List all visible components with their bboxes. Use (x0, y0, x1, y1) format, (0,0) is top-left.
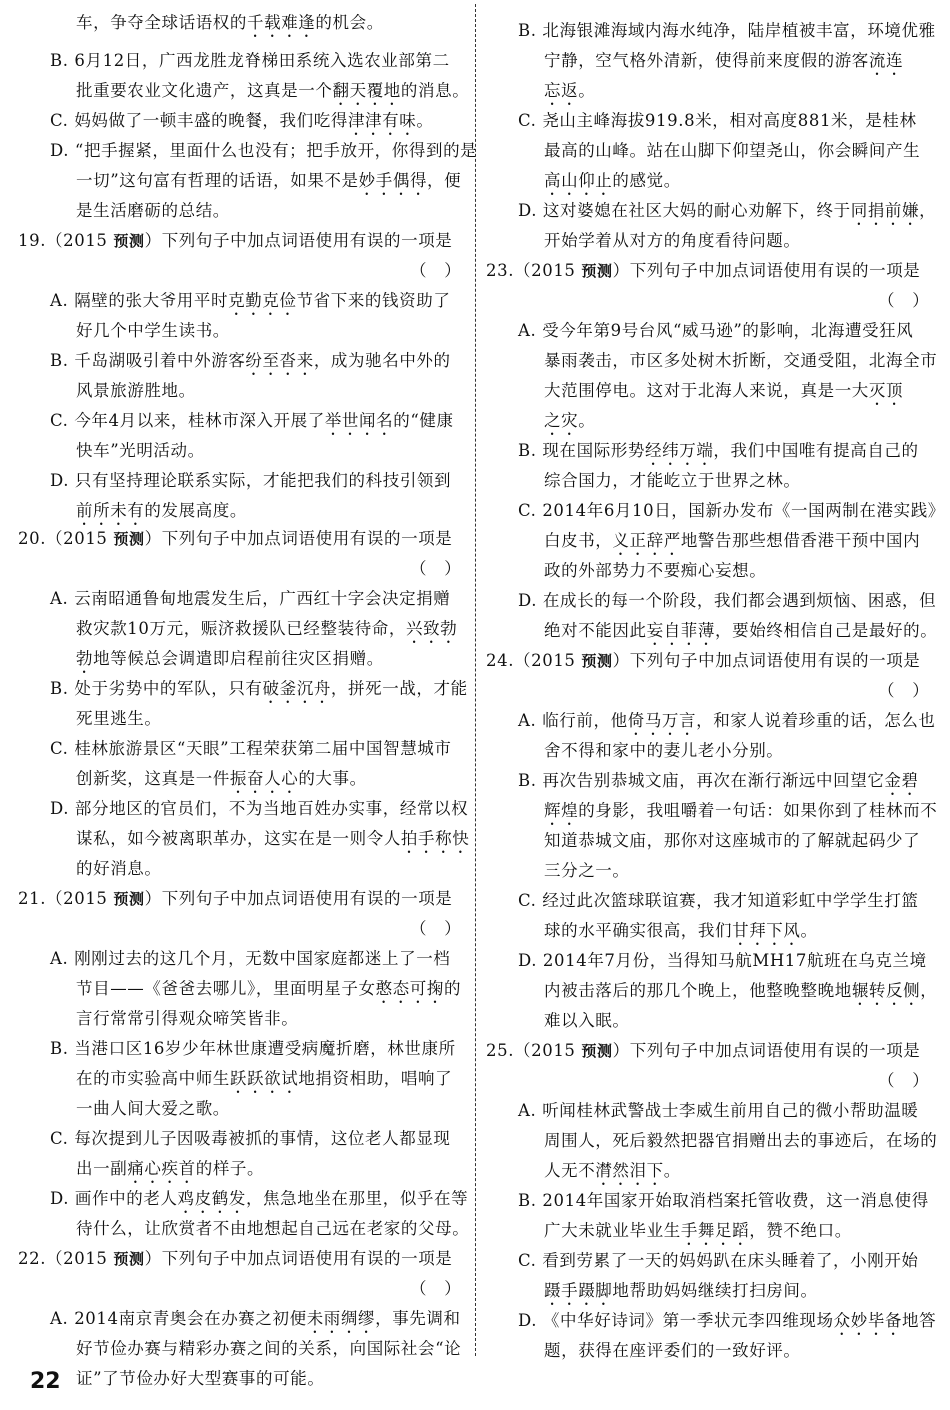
emphasized-phrase: 经纬万端 (645, 441, 714, 460)
text-line (410, 1274, 461, 1304)
text-run: 的机会。 (315, 13, 384, 32)
text-line (50, 1034, 456, 1064)
text-line (76, 1334, 461, 1364)
text-run: 的消息。 (400, 81, 470, 100)
emphasized-phrase: 举世闻名 (324, 411, 394, 430)
text-line (50, 584, 450, 614)
text-run: 综合国力，才能屹立于世界之林。 (544, 471, 801, 490)
text-line (76, 1064, 452, 1094)
text-run: 节省下来的钱资助了 (296, 291, 451, 310)
text-run: 创新奖，这真是一件 (76, 769, 230, 788)
emphasized-phrase: 手舞足蹈 (680, 1221, 750, 1240)
text-line (18, 884, 452, 914)
text-run: B. 再次告别恭城文庙，再次在渐行渐远中回望它 (518, 771, 885, 790)
text-run: B. 北海银滩海域内海水纯净，陆岸植被丰富，环境优雅 (518, 21, 936, 40)
text-line (76, 316, 230, 346)
text-line (544, 736, 783, 766)
text-run: ）下列句子中加点词语使用有误的一项是 (144, 889, 453, 908)
text-line (544, 376, 903, 406)
text-line (544, 226, 801, 256)
emphasized-phrase: 纷至沓来 (245, 351, 314, 370)
text-run: 宁静，空气格外清新，使得前来度假的游客 (544, 51, 869, 70)
text-run: 批重要农业文化遗产，这真是一个 (76, 81, 333, 100)
text-run: 白皮书， (544, 531, 613, 550)
emphasized-phrase: 忘返 (544, 81, 579, 100)
text-run: ）下列句子中加点词语使用有误的一项是 (144, 231, 453, 250)
text-run: A. 刚刚过去的这几个月，无数中国家庭都迷上了一档 (50, 949, 451, 968)
emphasized-phrase: 辉煌 (544, 801, 579, 820)
emphasized-phrase: 鸡皮鹤发 (177, 1189, 246, 1208)
text-line (76, 1364, 324, 1394)
text-line (76, 1214, 469, 1244)
text-line (518, 436, 919, 466)
text-run: 车，争夺全球话语权的 (76, 13, 247, 32)
text-line (544, 916, 818, 946)
text-run: 节目——《爸爸去哪儿》，里面明星子女 (76, 979, 376, 998)
text-line (518, 586, 936, 616)
emphasized-phrase: 甘拜下风 (732, 921, 801, 940)
text-run: B. 千岛湖吸引着中外游客 (50, 351, 246, 370)
text-run: C. 看到劳累了一天的妈妈趴在床头睡着了，小刚开始 (518, 1251, 919, 1270)
text-run: （ ） (878, 291, 930, 310)
text-run: ，焦急地坐在那里，似乎在等 (245, 1189, 469, 1208)
text-run: 人无不 (544, 1161, 596, 1180)
text-run: A. 隔壁的张大爷用平时 (50, 291, 229, 310)
emphasized-phrase: 勃 (76, 649, 94, 668)
text-run: B. 2014年国家开始取消档案托管收费，这一消息使得 (518, 1191, 929, 1210)
emphasized-phrase: 灭顶 (868, 381, 904, 400)
text-line (50, 466, 451, 496)
text-line (518, 16, 936, 46)
text-run: 言行常常引得观众啼笑皆非。 (76, 1009, 299, 1028)
text-line (410, 914, 461, 944)
text-run: 大范围停电。这对于北海人来说，真是一大 (544, 381, 869, 400)
text-run: 地答 (902, 1311, 937, 1330)
text-line (50, 794, 468, 824)
text-run: 死里逃生。 (76, 709, 162, 728)
text-run: C. 妈妈做了一顿丰盛的晚餐，我们吃得 (50, 111, 348, 130)
text-line (544, 346, 937, 376)
text-run: D. 在成长的每一个阶段，我们都会遇到烦恼、困惑，但 (518, 591, 937, 610)
text-run: ）下列句子中加点词语使用有误的一项是 (612, 261, 921, 280)
text-run: C. 2014年6月10日，国新办发布《一国两制在港实践》 (518, 501, 945, 520)
text-line (50, 346, 451, 376)
text-run: 的身影，我咀嚼着一句话：如果你到了桂林而不 (578, 801, 938, 820)
text-run: 周围人，死后毅然把器官捐赠出去的事迹后，在场的 (544, 1131, 938, 1150)
text-run: 快车”光明活动。 (76, 441, 205, 460)
text-run: 风景旅游胜地。 (76, 381, 196, 400)
text-run: 地等候总会调遣即启程前往灾区捐赠。 (93, 649, 384, 668)
text-run: ， (919, 201, 937, 220)
text-line (544, 616, 937, 646)
text-line (50, 286, 450, 316)
text-line (518, 196, 936, 226)
text-line (76, 644, 384, 674)
text-line (544, 526, 920, 556)
text-run: （ ） (410, 1279, 462, 1298)
text-line (76, 614, 457, 644)
text-line (544, 466, 801, 496)
question-tag: 预测 (113, 232, 145, 250)
text-run: 题，获得在座评委们的一致好评。 (544, 1341, 801, 1360)
text-line (518, 706, 936, 736)
text-run: B. 当港口区16岁少年林世康遭受病魔折磨，林世康所 (50, 1039, 456, 1058)
text-run: 球的水平确实很高，我们 (544, 921, 733, 940)
text-line (50, 734, 452, 764)
text-line (18, 226, 452, 256)
emphasized-phrase: 倚马万言 (627, 711, 697, 730)
text-run: 证”了节俭办好大型赛事的可能。 (76, 1369, 325, 1388)
text-line (18, 1244, 452, 1274)
text-run: 地警告那些想借香港干预中国内 (680, 531, 921, 550)
text-run: 25.（2015 (486, 1041, 582, 1060)
text-run: C. 尧山主峰海拔919.8米，相对高度881米，是桂林 (518, 111, 917, 130)
text-line (76, 824, 469, 854)
text-run: （ ） (410, 261, 462, 280)
text-line (544, 1006, 630, 1036)
text-line (544, 76, 595, 106)
text-run: 是生活磨砺的总结。 (76, 201, 230, 220)
text-run: D. 部分地区的官员们，不为当地百姓办实事，经常以权 (50, 799, 469, 818)
text-line (544, 1216, 852, 1246)
text-line (544, 856, 630, 886)
text-line (18, 524, 452, 554)
emphasized-phrase: 憨态可掬 (375, 979, 444, 998)
text-line (76, 166, 461, 196)
text-run: 难以入眠。 (544, 1011, 630, 1030)
emphasized-phrase: 妄自菲薄 (646, 621, 716, 640)
text-line (76, 974, 461, 1004)
text-run: ，赞不绝口。 (749, 1221, 852, 1240)
text-line (878, 676, 929, 706)
text-run: 舍不得和家中的妻儿老小分别。 (544, 741, 784, 760)
text-line (76, 1004, 298, 1034)
question-tag: 预测 (581, 1042, 613, 1060)
text-run: 出一副 (76, 1159, 128, 1178)
text-line (50, 136, 477, 166)
text-run: 。 (578, 411, 596, 430)
text-run: ，拼死一战，才能 (330, 679, 468, 698)
text-run: 一曲人间大爱之歌。 (76, 1099, 230, 1118)
emphasized-phrase: 同捐前嫌 (850, 201, 920, 220)
text-run: 。 (578, 81, 596, 100)
text-line (518, 946, 927, 976)
text-line (486, 1036, 920, 1066)
text-run: ， (920, 981, 938, 1000)
text-line (544, 826, 920, 856)
emphasized-phrase: 义正辞严 (612, 531, 681, 550)
emphasized-phrase: 拍手称快 (400, 829, 470, 848)
text-run: 好节俭办赛与精彩办赛之间的关系，向国际社会“论 (76, 1339, 462, 1358)
text-line (544, 1336, 801, 1366)
text-run: B. 现在国际形势 (518, 441, 646, 460)
emphasized-phrase: 津津有味 (347, 111, 417, 130)
text-run: ，要始终相信自己是最好的。 (715, 621, 938, 640)
text-run: ）下列句子中加点词语使用有误的一项是 (612, 1041, 921, 1060)
text-line (486, 256, 920, 286)
text-run: （ ） (410, 559, 462, 578)
text-line (50, 1184, 468, 1214)
text-run: 23.（2015 (486, 261, 582, 280)
text-run: 的好消息。 (76, 859, 162, 878)
text-line (544, 1156, 681, 1186)
text-line (76, 8, 384, 38)
emphasized-phrase: 翻天覆地 (332, 81, 401, 100)
text-run: C. 经过此次篮球联谊赛，我才知道彩虹中学学生打篮 (518, 891, 919, 910)
text-run: D. 2014年7月份，当得知马航MH17航班在乌克兰境 (518, 951, 927, 970)
emphasized-phrase: 高山仰止 (544, 171, 613, 190)
text-line (486, 646, 920, 676)
text-run: 谋私，如今被离职革办，这实在是一则令人 (76, 829, 401, 848)
text-run: ）下列句子中加点词语使用有误的一项是 (612, 651, 921, 670)
text-run: 在的市实验高中师生 (76, 1069, 230, 1088)
text-run: B. 6月12日，广西龙胜龙脊梯田系统入选农业部第二 (50, 51, 450, 70)
text-run: 待什么，让欣赏者不由地想起自己远在老家的父母。 (76, 1219, 470, 1238)
text-line (76, 376, 196, 406)
text-run: 最高的山峰。站在山脚下仰望尧山，你会瞬间产生 (544, 141, 921, 160)
text-run: A. 听闻桂林武警战士李威生前用自己的微小帮助温暖 (518, 1101, 919, 1120)
text-run: 24.（2015 (486, 651, 582, 670)
text-run: D. 《中华好诗词》第一季状元李四维现场 (518, 1311, 834, 1330)
text-run: 。 (416, 111, 434, 130)
text-line (544, 166, 681, 196)
text-line (410, 256, 461, 286)
text-line (518, 886, 919, 916)
text-run: 21.（2015 (18, 889, 114, 908)
text-line (518, 316, 913, 346)
text-run: 地捐资相助，唱响了 (298, 1069, 453, 1088)
text-line (76, 1154, 264, 1184)
text-line (50, 944, 450, 974)
text-line (518, 1246, 919, 1276)
emphasized-phrase: 流连 (868, 51, 904, 70)
text-line (544, 556, 766, 586)
emphasized-phrase: 之灾 (544, 411, 579, 430)
emphasized-phrase: 辗转反侧 (851, 981, 921, 1000)
text-line (518, 496, 945, 526)
text-run: 的发展高度。 (144, 501, 248, 520)
text-run: A. 临行前，他 (518, 711, 628, 730)
text-run: 。 (663, 1161, 681, 1180)
text-line (410, 554, 461, 584)
text-line (50, 1124, 451, 1154)
text-run: 政的外部势力不要痴心妄想。 (544, 561, 767, 580)
text-run: 救灾款10万元，赈济救援队已经整装待命， (76, 619, 406, 638)
emphasized-phrase: 克勤克俭 (228, 291, 297, 310)
text-run: 的感觉。 (612, 171, 681, 190)
text-run: 三分之一。 (544, 861, 630, 880)
text-run: 一切”这句富有哲理的话语，如果不是 (76, 171, 359, 190)
text-run: B. 处于劣势中的军队，只有 (50, 679, 263, 698)
text-run: 好几个中学生读书。 (76, 321, 230, 340)
text-run: 的样子。 (195, 1159, 265, 1178)
text-line (76, 196, 230, 226)
text-run: 的 (443, 979, 462, 998)
text-run: ，事先调和 (375, 1309, 461, 1328)
question-tag: 预测 (113, 890, 145, 908)
text-line (518, 1186, 929, 1216)
text-run: A. 受今年第9号台风“威马逊”的影响，北海遭受狂风 (518, 321, 914, 340)
text-line (544, 406, 595, 436)
question-tag: 预测 (581, 262, 613, 280)
text-run: 的“健康 (393, 411, 454, 430)
question-tag: 预测 (113, 1250, 145, 1268)
text-run: C. 每次提到儿子因吸毒被抓的事情，这位老人都显现 (50, 1129, 451, 1148)
text-line (50, 406, 454, 436)
text-line (544, 1276, 818, 1306)
text-run: 的大事。 (298, 769, 367, 788)
text-line (50, 106, 433, 136)
text-run: 。 (800, 921, 818, 940)
emphasized-phrase: 兴致勃 (406, 619, 458, 638)
text-line (50, 674, 468, 704)
text-line (76, 1094, 230, 1124)
text-run: 开始学着从对方的角度看待问题。 (544, 231, 801, 250)
text-run: ）下列句子中加点词语使用有误的一项是 (144, 1249, 453, 1268)
text-line (878, 1066, 929, 1096)
text-line (544, 136, 920, 166)
text-line (76, 436, 205, 466)
text-run: C. 桂林旅游景区“天眼”工程荣获第二届中国智慧城市 (50, 739, 452, 758)
text-run: D. “把手握紧，里面什么也没有；把手放开，你得到的是 (50, 141, 478, 160)
text-run: D. 画作中的老人 (50, 1189, 178, 1208)
column-divider (475, 4, 476, 1356)
text-run: 绝对不能因此 (544, 621, 647, 640)
text-line (518, 1306, 936, 1336)
text-run: 广大未就业毕业生 (544, 1221, 681, 1240)
text-line (518, 766, 919, 796)
text-line (76, 76, 469, 106)
emphasized-phrase: 千载难逢 (247, 13, 316, 32)
text-line (544, 796, 937, 826)
text-line (76, 704, 162, 734)
text-run: D. 这对婆媳在社区大妈的耐心劝解下，终于 (518, 201, 851, 220)
text-run: 地帮助妈妈继续打扫房间。 (612, 1281, 818, 1300)
text-run: ，和家人说着珍重的话，怎么也 (696, 711, 936, 730)
text-run: （ ） (410, 919, 462, 938)
text-run: 暴雨袭击，市区多处树木折断，交通受阻，北海全市 (544, 351, 938, 370)
text-line (76, 496, 247, 526)
text-run: ）下列句子中加点词语使用有误的一项是 (144, 529, 453, 548)
text-run: 22.（2015 (18, 1249, 114, 1268)
text-run: （ ） (878, 1071, 930, 1090)
text-run: C. 今年4月以来，桂林市深入开展了 (50, 411, 325, 430)
text-line (76, 764, 367, 794)
text-line (518, 106, 917, 136)
emphasized-phrase: 金碧 (884, 771, 919, 790)
emphasized-phrase: 前所未有 (76, 501, 145, 520)
text-run: ，成为驰名中外的 (313, 351, 451, 370)
emphasized-phrase: 痛心疾首 (127, 1159, 196, 1178)
text-line (544, 46, 903, 76)
text-line (50, 46, 450, 76)
text-line (76, 854, 162, 884)
page-number: 22 (30, 1369, 61, 1394)
question-tag: 预测 (581, 652, 613, 670)
text-run: 知道恭城文庙，那你对这座城市的了解就起码少了 (544, 831, 921, 850)
text-run: ，我们中国唯有提高自己的 (713, 441, 919, 460)
text-run: D. 只有坚持理论联系实际，才能把我们的科技引领到 (50, 471, 452, 490)
text-line (544, 976, 937, 1006)
emphasized-phrase: 未雨绸缪 (306, 1309, 376, 1328)
text-run: 19.（2015 (18, 231, 114, 250)
text-run: A. 云南昭通鲁甸地震发生后，广西红十字会决定捐赠 (50, 589, 451, 608)
text-line (50, 1304, 461, 1334)
text-run: ，便 (427, 171, 462, 190)
text-run: A. 2014南京青奥会在办赛之初便 (50, 1309, 307, 1328)
text-run: 20.（2015 (18, 529, 114, 548)
emphasized-phrase: 妙手偶得 (358, 171, 428, 190)
emphasized-phrase: 蹑手蹑脚 (544, 1281, 613, 1300)
emphasized-phrase: 振奋人心 (229, 769, 299, 788)
emphasized-phrase: 破釜沉舟 (262, 679, 331, 698)
emphasized-phrase: 潸然泪下 (595, 1161, 664, 1180)
text-line (878, 286, 929, 316)
emphasized-phrase: 跃跃欲试 (229, 1069, 299, 1088)
text-run: （ ） (878, 681, 930, 700)
text-line (518, 1096, 918, 1126)
emphasized-phrase: 众妙毕备 (833, 1311, 903, 1330)
question-tag: 预测 (113, 530, 145, 548)
text-run: 内被击落后的那几个晚上，他整晚整晚地 (544, 981, 852, 1000)
text-line (544, 1126, 937, 1156)
